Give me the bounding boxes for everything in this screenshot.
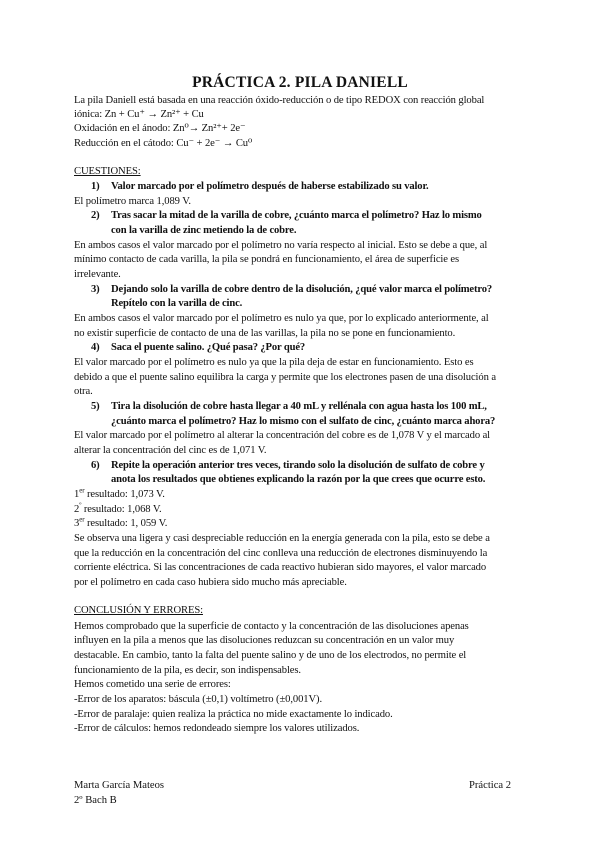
question-number: 6) — [91, 460, 100, 471]
answer-2-line: En ambos casos el valor marcado por el polímetro no varía respecto al inicial. Esto se debe a que, al — [74, 240, 488, 251]
result-1: 1er resultado: 1,073 V. — [74, 486, 165, 500]
answer-6-line: que la reducción en la concentración del cinc conlleva una reducción de electrones disminuyendo la — [74, 548, 488, 559]
intro-line: La pila Daniell está basada en una reacción óxido-reducción o de tipo REDOX con reacción global — [74, 95, 485, 106]
answer-4-line: El valor marcado por el polímetro es nulo ya que la pila deja de estar en funcionamiento. Esto es — [74, 357, 474, 368]
conclusion-line: funcionamiento de la pila, es decir, son indispensables. — [74, 665, 301, 676]
footer-author: Marta García Mateos — [74, 780, 165, 791]
question-5 — [91, 400, 487, 413]
question-number: 1) — [91, 181, 100, 192]
question-text: Valor marcado por el polímetro después de haberse estabilizado su valor. — [111, 181, 429, 192]
conclusion-heading: CONCLUSIÓN Y ERRORES: — [74, 605, 203, 616]
question-3 — [91, 283, 492, 296]
error-item: -Error de paralaje: quien realiza la práctica no mide exactamente lo indicado. — [74, 709, 393, 720]
question-number: 4) — [91, 342, 100, 353]
answer-2-line: mínimo contacto de cada varilla, la pila se pondrá en funcionamiento, el área de superficie es — [74, 254, 460, 265]
intro-equation-reduction: Reducción en el cátodo: Cu⁻ + 2e⁻ → Cu⁰ — [74, 138, 253, 149]
question-text: Tras sacar la mitad de la varilla de cobre, ¿cuánto marca el polímetro? Haz lo mismo — [111, 210, 482, 221]
question-number: 2) — [91, 210, 100, 221]
footer-class: 2º Bach B — [74, 795, 117, 806]
conclusion-line: Hemos cometido una serie de errores: — [74, 679, 231, 690]
error-item: -Error de los aparatos: báscula (±0,1) voltímetro (±0,001V). — [74, 694, 323, 705]
question-text: Tira la disolución de cobre hasta llegar a 40 mL y rellénala con agua hasta los 100 mL, — [111, 401, 487, 412]
page-title: PRÁCTICA 2. PILA DANIELL — [192, 74, 408, 91]
question-1 — [91, 180, 429, 193]
conclusion-line: destacable. En cambio, tanto la falta del puente salino y de uno de los electrodos, no permite el — [74, 650, 467, 661]
question-number: 3) — [91, 284, 100, 295]
error-item: -Error de cálculos: hemos redondeado siempre los valores utilizados. — [74, 723, 360, 734]
cuestiones-heading: CUESTIONES: — [74, 166, 141, 177]
conclusion-line: influyen en la pila a menos que las disoluciones reduzcan su concentración en un valor muy — [74, 635, 455, 646]
answer-2-line: irrelevante. — [74, 269, 121, 280]
footer-page-label: Práctica 2 — [469, 780, 512, 791]
result-3: 3er resultado: 1, 059 V. — [74, 515, 168, 529]
answer-3-line: En ambos casos el valor marcado por el polímetro es nulo ya que, por lo explicado anteriormente, al — [74, 313, 489, 324]
answer-6-line: Se observa una ligera y casi despreciable reducción en la energía generada con la pila, esto se debe a — [74, 533, 490, 544]
intro-equation-oxidation: Oxidación en el ánodo: Zn⁰→ Zn²⁺+ 2e⁻ — [74, 123, 246, 134]
question-5-cont: ¿cuánto marca el polímetro? Haz lo mismo con el sulfato de cinc, ¿cuánto marca ahora? — [111, 416, 496, 427]
answer-1: El polímetro marca 1,089 V. — [74, 196, 191, 207]
question-number: 5) — [91, 401, 100, 412]
question-text: Saca el puente salino. ¿Qué pasa? ¿Por qué? — [111, 342, 306, 353]
answer-5-line: alterar la concentración del cinc es de 1,071 V. — [74, 445, 267, 456]
question-2-cont: con la varilla de zinc metiendo la de cobre. — [111, 225, 297, 236]
answer-3-line: no existir superficie de contacto de una de las varillas, la pila no se pone en funcionamiento. — [74, 328, 456, 339]
result-2: $2^º$ resultado: 1,068 V. — [74, 501, 162, 515]
answer-6-line: por el polímetro en cada caso hubiera sido mucho más apreciable. — [74, 577, 347, 588]
answer-4-line: debido a que el puente salino equilibra la carga y permite que los electrones pasen de una disolución a — [74, 372, 496, 383]
question-6 — [91, 459, 485, 472]
question-6-cont: anota los resultados que obtienes explicando la razón por la que crees que ocurre esto. — [111, 474, 486, 485]
question-4 — [91, 341, 305, 354]
answer-5-line: El valor marcado por el polímetro al alterar la concentración del cobre es de 1,078 V y el marcado al — [74, 430, 491, 441]
answer-6-line: corriente eléctrica. Si las concentraciones de cada reactivo hubieran sido mayores, el valor marcado — [74, 562, 487, 573]
conclusion-line: Hemos comprobado que la superficie de contacto y la concentración de las disoluciones apenas — [74, 621, 469, 632]
question-2 — [91, 209, 482, 222]
intro-equation-global: iónica: Zn + Cu⁺ → Zn²⁺ + Cu — [74, 109, 204, 120]
question-text: Dejando solo la varilla de cobre dentro de la disolución, ¿qué valor marca el polímetro? — [111, 284, 493, 295]
question-3-cont: Repítelo con la varilla de cinc. — [111, 298, 243, 309]
question-text: Repite la operación anterior tres veces, tirando solo la disolución de sulfato de cobre y — [111, 460, 485, 471]
answer-4-line: otra. — [74, 386, 93, 397]
